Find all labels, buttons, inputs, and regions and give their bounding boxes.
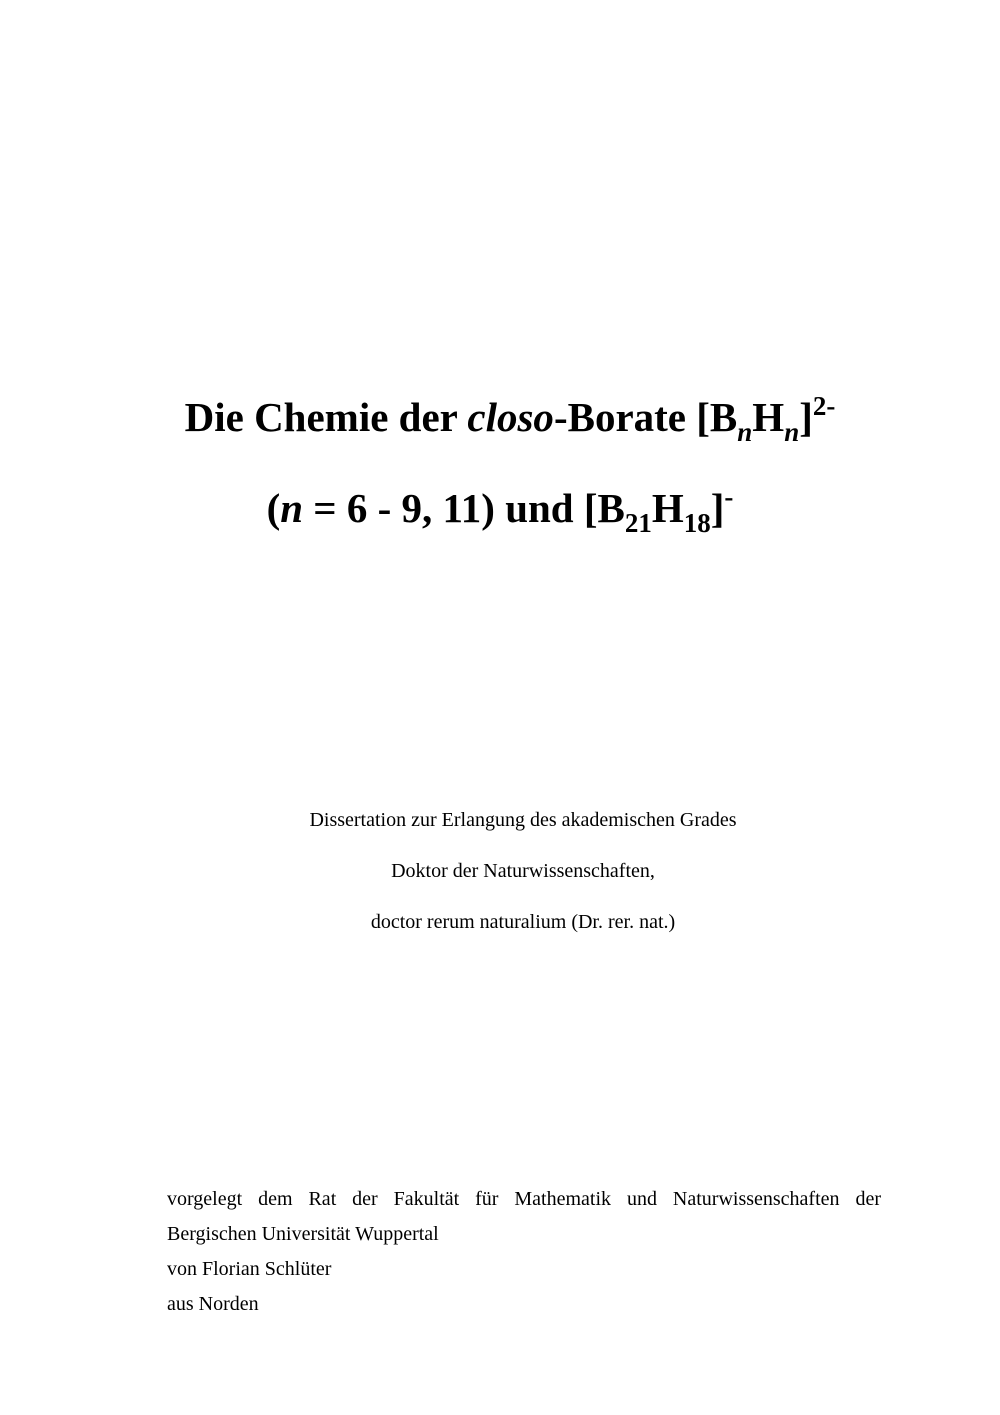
submission-line-1: vorgelegt dem Rat der Fakultät für Mathematik und Naturwissenschaften der xyxy=(167,1188,881,1210)
title2-close-bracket: ] xyxy=(710,485,725,531)
title-close-bracket: ] xyxy=(799,394,813,440)
document-title-line-2 xyxy=(0,482,1000,538)
author-line: von Florian Schlüter xyxy=(167,1258,332,1280)
title2-italic-n: n xyxy=(280,485,304,531)
document-title-line-1 xyxy=(0,391,1000,447)
title2-charge: - xyxy=(724,482,734,512)
degree-statement-line-1: Dissertation zur Erlangung des akademischen Grades xyxy=(309,809,737,831)
degree-statement-line-2: Doktor der Naturwissenschaften, xyxy=(391,860,655,882)
title-charge: 2- xyxy=(812,391,836,421)
title2-subscript-b: 21 xyxy=(624,508,652,538)
title2-hydrogen: H xyxy=(651,485,684,531)
title-middle: -Borate [B xyxy=(553,394,738,440)
title-italic-closo: closo xyxy=(467,394,554,440)
title-hydrogen: H xyxy=(752,394,785,440)
title2-range: = 6 - 9, 11) und [B xyxy=(303,485,625,531)
title2-open-paren: ( xyxy=(266,485,281,531)
submission-block xyxy=(167,1182,881,1322)
title2-subscript-h: 18 xyxy=(683,508,711,538)
origin-line: aus Norden xyxy=(167,1293,259,1315)
degree-statement-line-3: doctor rerum naturalium (Dr. rer. nat.) xyxy=(370,911,676,933)
title-subscript-n-h: n xyxy=(784,417,800,447)
title-subscript-n-b: n xyxy=(737,417,753,447)
submission-line-2: Bergischen Universität Wuppertal xyxy=(167,1223,439,1245)
title-prefix: Die Chemie der xyxy=(184,394,468,440)
